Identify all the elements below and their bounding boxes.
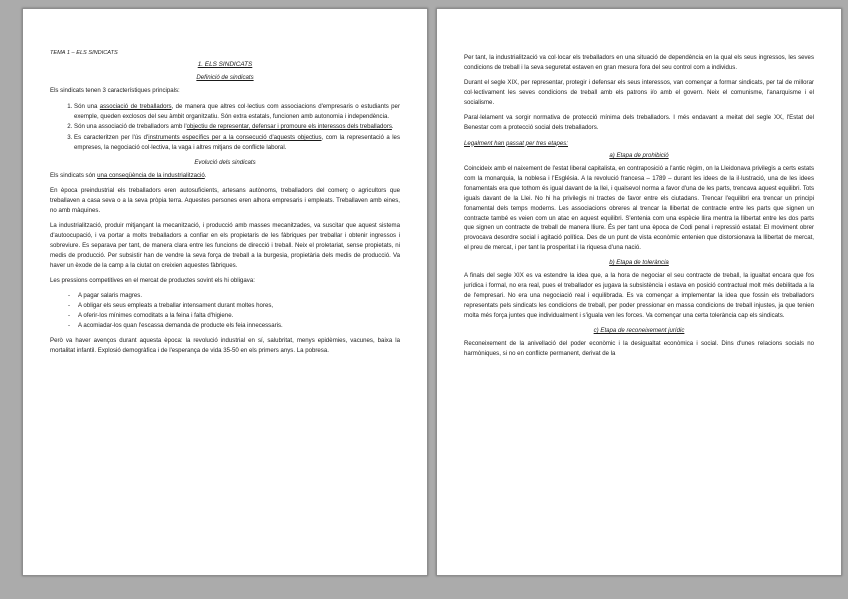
pressures-intro: Les pressions competitives en el mercat de productes sovint els hi obligava: bbox=[50, 277, 255, 285]
item-text: , de manera que altres col·lectius com associacions d'empresaris o estudiants per exemple, queden exclosos del seu àmbit organitzatiu. Són extra estatals, funcionen amb autonomia i independència. bbox=[74, 102, 400, 120]
section-title: 1. ELS SINDICATS bbox=[197, 61, 253, 69]
paragraph: Per tant, la industrialització va col·locar els treballadors en una situació de dependència en la qual els seus ingressos, les seves condicions de treball i la seva seguretat estaven en gran mesura fora del seu control com a individus. bbox=[464, 54, 814, 71]
stage-b-text: A finals del segle XIX es va estendre la idea que, a la hora de negociar el seu contracte de treball, la igualtat encara que fos jurídica i formal, no era real, pues el treballador es jugava la subsistència i estava en posició contractual molt més debilitada a la de l'empresari. No era una negociació real i equilibrada. Es va començar a implementar la idea que fossin els treballadors representats pels sindicats les condicions de treball, per poder pressionar en massa condicions de treball injustes, ja que tenien molta més força juntes que individualment i s'iguala ven les forces. Va començar una certa tolerància cap els sindicats. bbox=[464, 272, 814, 319]
stage-c-text: Reconeixement de la anivellació del poder econòmic i la desigualtat econòmica i social. Dins d'unes relacions socials no harmòniques, si no en conflicte permanent, derivat de la bbox=[464, 339, 814, 357]
page-content bbox=[464, 53, 814, 575]
stage-a-title: a) Etapa de prohibició bbox=[609, 152, 669, 160]
item-underlined: associació de treballadors bbox=[99, 102, 172, 110]
list-item: - A pagar salaris magres. bbox=[78, 291, 400, 301]
stage-a-text: Coincideix amb el naixement de l'estat liberal capitalista, en contraposició a l'antic règim, on la Lleidonava privilegis a certs estats com la monarquia, la noblesa i l'Església. A la revolució francesa – 1789 – durant les idees de la il·lustració, una de les idees fonamentals era que tothom és igual davant de la llei, i qualsevol norma a favor d'una de les parts, trencava aquest equilibri. Tots iguals davant de la Llei. No hi ha privilegis ni tractes de favor entre els ciutadans. Trencar l'equilibri era trencar un principi fonamental dels temps moderns. Les associacions obreres al trencar la llibertat de contracte entre les parts que signen un contracte també es veien com un atac en aquest equilibri. S'entenia com una espècie llira mentra la llibertat entre les dos parts que signen un contracte de treball de manera lliure. És per tant una època de Codi penal i repressió estatal: El moviment obrer provocava desordre social i agitació política. Des de un punt de vista econòmic entenien que distorsionava la llibertat de mercat, el preu de mercat, i per tant la prosperitat i la riquesa d'una nació. bbox=[464, 165, 814, 252]
evo-underlined: una conseqüència de la industrialització bbox=[97, 171, 205, 179]
definition-heading: Definició de sindicats bbox=[196, 74, 254, 82]
item-text: Són una bbox=[74, 102, 100, 110]
evolution-intro bbox=[50, 171, 400, 181]
list-item bbox=[74, 122, 400, 132]
list-item: - A obligar els seus empleats a treballar intensament durant moltes hores, bbox=[78, 301, 400, 311]
paragraph: Però va haver avenços durant aquesta època: la revolució industrial en sí, salubritat, menys epidèmies, vacunes, baixa la mortalitat infantil. Explosió demogràfica i de l'esperança de vida 35-50 en els primers anys. La pobresa. bbox=[50, 336, 400, 354]
paragraph: La industrialització, produir mitjançant la mecanització, i producció amb masses mecanitzades, va suscitar que aquest sistema d'autoocupació, i va portar a molts treballadors a confiar en els propietaris de les fàbriques per treballar i obtenir ingressos i sobreviure. Es separava per tant, de manera clara entre les funcions de direcció i treball. Neix el proletariat, sense propietats, ni medis de producció. Per subsistir han de vendre la seva força de treball a la burgesia, propietària dels medis de producció. Va haver un èxode de la camp a la ciutat on creixien aquestes fàbriques. bbox=[50, 222, 400, 269]
list-item: - A acomiadar-los quan l'escassa demanda de producte els feia innecessaris. bbox=[78, 321, 400, 331]
list-item: - A oferir-los mínimes comoditats a la feina i falta d'higiene. bbox=[78, 311, 400, 321]
page-content bbox=[50, 49, 400, 575]
document-page-right bbox=[436, 8, 842, 576]
item-text: . bbox=[391, 123, 394, 131]
stage-b-title: b) Etapa de tolerància bbox=[609, 259, 669, 267]
pressures-list bbox=[50, 291, 400, 330]
evo-text: . bbox=[204, 171, 207, 179]
item-underlined: objectiu de representar, defensar i promoure els interessos dels treballadors bbox=[186, 123, 392, 131]
characteristics-list bbox=[50, 102, 400, 153]
paragraph: Durant el segle XIX, per representar, protegir i defensar els seus interessos, van començar a formar sindicats, per tal de millorar col·lectivament les seves condicions de treball amb els patrons i/o amb el govern. Neix el comunisme, l'anarquisme i el socialisme. bbox=[464, 79, 814, 106]
item-text: Són una associació de treballadors amb l' bbox=[74, 123, 187, 131]
stages-intro: Legalment han passat per tres etapes: bbox=[464, 139, 568, 147]
item-underlined: instruments específics per a la consecució d'aquests objectius bbox=[148, 134, 322, 142]
stage-c-title: c) Etapa de reconeixement jurídic bbox=[593, 327, 685, 335]
evolution-heading: Evolució dels sindicats bbox=[194, 158, 256, 166]
paragraph: Paral·lelament va sorgir normativa de protecció mínima dels treballadors. I més endavant a meitat del segle XX, l'Estat del Benestar com a protecció social dels treballadors. bbox=[464, 114, 814, 132]
item-text: , com la representació a les empreses, la negociació col·lectiva, la vaga i altres mitjans de conflicte laboral. bbox=[74, 134, 400, 152]
topic-label: TEMA 1 – ELS SINDICATS bbox=[50, 50, 118, 56]
paragraph: En època preindustrial els treballadors eren autosuficients, artesans autònoms, treballadors del comerç o agricultors que treballaven a casa seva o a la seva pròpia terra. Aquestes persones eren alhora empresaris i emplеats. Treballaven amb eines, no amb màquines. bbox=[50, 187, 400, 214]
document-page-left bbox=[22, 8, 428, 576]
list-item bbox=[74, 102, 400, 122]
evo-text: Els sindicats són bbox=[50, 171, 98, 179]
intro-paragraph: Els sindicats tenen 3 característiques principals: bbox=[50, 87, 180, 95]
item-text: Es caracteritzen per l'ús d' bbox=[74, 134, 149, 142]
list-item bbox=[74, 133, 400, 153]
